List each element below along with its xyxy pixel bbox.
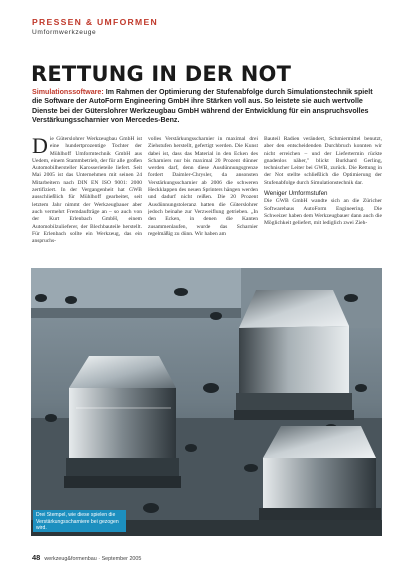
photo-caption: Drei Stempel, wie diese spielen die Verstärkungsscharniere bei gezogen wird. xyxy=(33,510,126,532)
drop-cap: D xyxy=(32,136,48,158)
body-column-3 xyxy=(264,136,382,264)
body-column-2 xyxy=(148,136,258,264)
body-text-3: Bauteil Radien verändert, Schmiermittel benutzt, aber den entscheidenden Durchbruch konnten wir nicht erreichen – und der Liefertermin rückte gnadenlos näher," blickt Burkhard Gerling, technischer Leiter bei GWB, zurück. Die Rettung in der Not stellte schließlich die Optimierung der Stufenabfolge durch Simulationstechnik dar. xyxy=(264,136,382,186)
lead-keyword: Simulationssoftware: xyxy=(32,88,104,96)
lead-text: Im Rahmen der Optimierung der Stufenabfolge durch Simulationstechnik spielt die Software der AutoForm Engineering GmbH ihre Stärken voll aus. So leistete sie auch wertvolle Dienste bei der Güterslohrer Werkzeugbau GmbH während der Entwicklung für ein anspruchsvolles Verstärkungsscharnier von Mercedes-Benz. xyxy=(32,88,373,124)
page-number: 48 xyxy=(32,553,41,562)
subheading: Weniger Umformstufen xyxy=(264,190,328,198)
article-photo xyxy=(31,268,382,536)
article-headline: RETTUNG IN DER NOT xyxy=(31,62,292,86)
subsection-title: Umformwerkzeuge xyxy=(32,29,97,36)
article-lead xyxy=(32,88,382,125)
issue-info: werkzeug&formenbau · September 2005 xyxy=(44,556,142,562)
body-column-1 xyxy=(32,136,142,264)
stamping-punches-illustration xyxy=(31,268,382,536)
body-text-2: volles Verstärkungsscharnier in maximal drei Ziehstufen herstellt, gefertigt werden. Die Kunst dabei ist, dass das Material in den Ecken des Scharniers nur bis maximal 20 Prozent dünner werden darf, denn diese Ausdünnungsgrenze fordert Daimler-Chrysler, da ansonsten Verstärkungsscharnier ab 2006 die schweren Heckklappen des neuen Sprinters hängen werden und dadurf nicht reißen. Die 20 Prozent Ausdünnungstoleranz hatten die Güterslohrer jedoch beinahe zur Verzweiflung getrieben. „In den Ecken, in denen die Kanten zusammenlaufen, wurde das Scharnier regelmäßig zu dünn. Wir haben am xyxy=(148,136,258,237)
section-title: PRESSEN & UMFORMEN xyxy=(32,17,159,27)
body-text-1: ie Güterslohrer Werkzeugbau GmbH ist eine hundertprozentige Tochter der Mühlhoff Umformtechnik GmbH aus Uedem, einem Stammbetrieb, der für alle großen Automobilhersteller Karosserieteile liefert. Seit Mai 2005 ist das Unternehmen mit seinen 24 Mitarbeitern nach DIN EN ISO 9001: 2000 zertifiziert. In der Vergangenheit hat GWB ausschließlich für Mühlhoff gearbeitet, seit letztem Jahr nimmt der Werkzeugbauer aber auch vermehrt Fremdaufträge an – so auch von der Kurt Erlenbach GmbH, einem Automobilzulieferer, der Blechbauteile herstellt. Für Erlenbach sollte ein Werkzeug, das ein anspruchs- xyxy=(32,136,142,245)
body-text-3b: Die GWB GmbH wandte sich an die Züricher Softwarehaus AutoForm Engineering. Die Schweizer haben dem Werkzeugbauer dann auch die Möglichkeit geliefert, mit lediglich zwei Zieh- xyxy=(264,198,382,227)
page-footer xyxy=(32,553,141,562)
